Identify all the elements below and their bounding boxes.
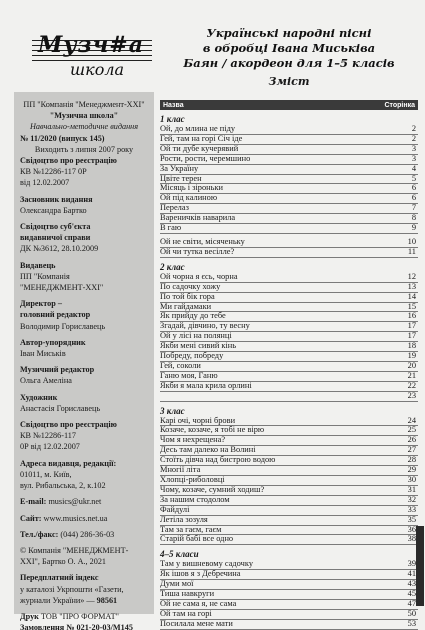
artist-name: Анастасія Гориславець — [20, 403, 101, 413]
address-line-1: 01011, м. Київ, — [20, 469, 72, 479]
author-name: Іван Миськів — [20, 349, 66, 359]
toc-entry-page: 50 — [407, 608, 416, 618]
toc-entry-title: Ганю моя, Ганю — [160, 370, 218, 380]
toc-entry-title: Летіла зозуля — [160, 514, 208, 524]
toc-entry-page: 16 — [407, 311, 416, 321]
subject-title-2: видавничої справи — [20, 233, 91, 243]
toc-entry-page: 23 — [407, 390, 416, 400]
toc-entry[interactable] — [160, 620, 418, 630]
toc-entry-page: 10 — [407, 236, 416, 246]
toc-entry-page: 9 — [411, 223, 416, 233]
toc-entry-page: 2 — [411, 124, 416, 133]
toc-entry-title: Посилала мене мати — [160, 618, 233, 628]
toc-entry-title: Гей, там на горі Січ іде — [160, 133, 243, 143]
artist-title: Художник — [20, 392, 58, 402]
toc-entry-title: Ой чорна я єсь, чорна — [160, 271, 238, 281]
edge-tab — [416, 526, 424, 606]
toc-entry-page: 33 — [407, 504, 416, 514]
toc-entry-title: Там у вишневому садочку — [160, 559, 254, 569]
toc-entry-title: Гей, соколи — [160, 360, 201, 370]
toc-entry-title: Як прийду до тебе — [160, 311, 226, 321]
toc-header — [160, 100, 418, 110]
publisher-name-1: ПП "Компанія — [20, 271, 70, 281]
toc-entry-page: 11 — [407, 246, 416, 256]
edition-kind: Навчально-методичне видання — [29, 122, 139, 132]
toc-entry-page: 36 — [407, 524, 416, 534]
music-editor-name: Ольга Амеліна — [20, 376, 72, 386]
toc-entry-title: Там за гаєм, гаєм — [160, 524, 222, 534]
toc-entry[interactable] — [160, 570, 418, 580]
toc-entry-title: Карі очі, чорні брови — [160, 415, 236, 425]
toc-entry-page: 24 — [407, 415, 416, 425]
toc-entry-page: 22 — [407, 380, 416, 390]
section-title: 2 клас — [160, 261, 185, 272]
cert-number: КВ №12286-117 0Р — [20, 167, 87, 177]
section-title: 1 клас — [160, 114, 185, 124]
toc-entry-title: Стоїть дівча над бистрою водою — [160, 455, 276, 465]
site-link[interactable]: www.musics.net.ua — [43, 513, 108, 523]
toc-entry-page: 6 — [411, 183, 416, 193]
toc-entry-title: Ой у лісі на полянці — [160, 331, 232, 341]
toc-entry[interactable] — [160, 224, 418, 234]
logo-subtitle: школа — [70, 60, 125, 79]
toc-section — [160, 406, 418, 546]
cert2-date: 0Р від 12.02.2007 — [20, 442, 80, 452]
toc-entry-page: 27 — [407, 445, 416, 455]
toc-entry-title: Тиша навкруги — [160, 589, 215, 599]
toc-entry-page: 17 — [407, 331, 416, 341]
left-column — [14, 26, 154, 630]
table-of-contents — [160, 100, 418, 630]
toc-entry-title: Хлопці-риболовці — [160, 475, 225, 484]
toc-entry-title: Перелаз — [160, 203, 189, 213]
toc-entry-page: 21 — [407, 370, 416, 380]
toc-entry-page: 2 — [411, 133, 416, 143]
toc-entry-title: Ой, до млина не піду — [160, 124, 236, 133]
founder-name: Олександра Бартко — [20, 205, 87, 215]
header-line-2: в обробці Івана Миськіва — [202, 41, 376, 55]
subject-number: ДК №3612, 28.10.2009 — [20, 244, 99, 254]
cert-title: Свідоцтво про реєстрацію — [20, 156, 117, 166]
toc-entry-title: Старій бабі все одно — [160, 534, 234, 544]
toc-entry[interactable] — [160, 248, 418, 258]
toc-entry-title: Якби я мала крила орлині — [160, 380, 252, 390]
tel-row: Тел./факс: (044) 286-36-03 — [20, 529, 115, 539]
founder-title: Засновник видання — [20, 194, 93, 204]
director-title-2: головний редактор — [20, 310, 91, 320]
toc-entry-page: 15 — [407, 301, 416, 311]
toc-entry-page: 3 — [411, 153, 416, 163]
toc-entry-page: 3 — [411, 143, 416, 153]
toc-entry-page: 38 — [407, 534, 416, 544]
toc-entry-title: По садочку хожу — [160, 281, 221, 291]
toc-entry-title: Многії літа — [160, 465, 201, 475]
toc-entry-title: Ой під калиною — [160, 193, 218, 203]
toc-entry-title: Козаче, козаче, я тобі не вірю — [160, 425, 265, 435]
toc-entry-title: Місяць і зіроньки — [160, 183, 224, 193]
toc-section — [160, 549, 418, 629]
toc-entry-title: Ой там на горі — [160, 608, 212, 618]
toc-entry-page: 8 — [411, 213, 416, 223]
toc-entry[interactable] — [160, 194, 418, 204]
toc-entry[interactable] — [160, 535, 418, 545]
logo-word: Музч#а — [38, 32, 144, 58]
toc-entry-title: Як ішов я з Дебречина — [160, 569, 241, 579]
toc-entry-page: 32 — [407, 494, 416, 504]
toc-entry-page: 47 — [407, 598, 416, 608]
toc-entry-title: Побреду, побреду — [160, 351, 224, 361]
toc-entry-page: 26 — [407, 435, 416, 445]
issue-number: № 11/2020 (випуск 145) — [20, 133, 105, 143]
toc-entry[interactable] — [160, 382, 418, 392]
copyright-2: ХХІ", Бартко О. А., 2021 — [20, 557, 107, 567]
email-row: E-mail: musics@ukr.net — [20, 497, 102, 507]
cert2-number: КВ №12286-117 — [20, 431, 76, 441]
toc-entry-title: В гаю — [160, 223, 182, 233]
toc-entry-page: 35 — [407, 514, 416, 524]
address-title: Адреса видавця, редакції: — [20, 458, 117, 468]
print-row: Друк ТОВ "ПРО ФОРМАТ" — [20, 611, 119, 621]
since-line: Виходить з липня 2007 року — [34, 144, 134, 154]
toc-entry-title: Ой чи тутка весілле? — [160, 246, 235, 256]
toc-section — [160, 262, 418, 402]
toc-entry-page: 7 — [411, 203, 416, 213]
subscription-line-1: у каталозі Укрпошти «Газети, — [20, 584, 124, 594]
header-line-1: Українські народні пісні — [206, 26, 372, 40]
toc-entry-title: Думи мої — [160, 579, 194, 589]
toc-entry-title: Файдулі — [160, 504, 190, 514]
toc-entry-page: 25 — [407, 425, 416, 435]
toc-entry-page: 6 — [411, 193, 416, 203]
music-editor-title: Музичний редактор — [20, 365, 95, 375]
section-title: 3 клас — [160, 405, 185, 416]
toc-entry-page: 30 — [407, 475, 416, 484]
toc-entry-title: За нашим стодолом — [160, 494, 230, 504]
toc-entry-page: 39 — [407, 559, 416, 569]
toc-entry-title: Згадай, дівчино, ту весну — [160, 321, 250, 331]
toc-entry-page: 41 — [407, 569, 416, 579]
toc-entry-page: 45 — [407, 589, 416, 599]
toc-entry[interactable] — [160, 155, 418, 165]
toc-entry-title: Вареничків наварила — [160, 213, 236, 223]
contents-title: Зміст — [268, 75, 310, 88]
toc-entry-page: 19 — [407, 351, 416, 361]
toc-entry-title: Чому, козаче, сумний ходиш? — [160, 484, 265, 494]
toc-entry-page: 17 — [407, 321, 416, 331]
logo — [32, 26, 152, 86]
toc-entry-title: Ми гайдамаки — [160, 301, 212, 311]
toc-entry-page: 31 — [407, 484, 416, 494]
copyright-1: © Компанія "МЕНЕДЖМЕНТ- — [20, 545, 129, 555]
order-row: Замовлення № 021-20-03/М145 — [20, 623, 133, 630]
subscription-line-2: журнали України» — 98561 — [20, 595, 118, 605]
toc-entry-page: 4 — [411, 163, 416, 173]
toc-entry-page: 18 — [407, 341, 416, 351]
toc-entry-title: Якби мені сивий кінь — [160, 341, 237, 351]
imprint-panel — [14, 92, 154, 630]
toc-entry-title: Ой не сама я, не сама — [160, 598, 237, 608]
toc-entry-page: 20 — [407, 360, 416, 370]
publisher-name-2: "МЕНЕДЖМЕНТ-ХХІ" — [20, 283, 104, 293]
toc-entry[interactable] — [160, 496, 418, 506]
toc-entry-page: 29 — [407, 465, 416, 475]
toc-header-page: Сторінка — [384, 101, 415, 109]
director-title-1: Директор – — [20, 299, 62, 309]
right-column — [160, 26, 418, 626]
toc-entry-title: Рости, рости, черемшино — [160, 153, 251, 163]
publisher-line: ПП "Компанія "Менеджмент-ХХІ" — [23, 100, 145, 109]
email-link[interactable]: musics@ukr.net — [48, 497, 102, 507]
site-row: Сайт: www.musics.net.ua — [20, 513, 108, 523]
toc-entry-page: 14 — [407, 291, 416, 301]
toc-entry[interactable] — [160, 392, 418, 402]
section-title: 4–5 класи — [160, 549, 199, 560]
subscription-title: Передплатний індекс — [20, 573, 99, 583]
toc-entry-title: По той бік гора — [160, 291, 215, 301]
toc-entry-title: Десь там далеко на Волині — [160, 445, 256, 455]
series-name: "Музична школа" — [49, 111, 119, 121]
toc-entry-page: 13 — [407, 281, 416, 291]
toc-entry-title: Цвіте терен — [160, 173, 202, 183]
director-name: Володимир Гориславець — [20, 321, 106, 331]
subject-title-1: Свідоцтво суб'єкта — [20, 222, 91, 232]
toc-entry-title: Ой ти дубе кучерявий — [160, 143, 239, 153]
toc-section — [160, 114, 418, 258]
toc-entry-page: 28 — [407, 455, 416, 465]
publisher-title: Видавець — [20, 260, 56, 270]
toc-entry-page: 53 — [407, 618, 416, 628]
toc-header-name: Назва — [163, 101, 184, 109]
toc-entry-title: За Україну — [160, 163, 199, 173]
toc-entry[interactable] — [160, 214, 418, 224]
address-line-2: вул. Рибальська, 2, к.102 — [20, 481, 106, 491]
toc-entry-page: 43 — [407, 579, 416, 589]
toc-entry-page: 12 — [407, 271, 416, 281]
header-line-3: Баян / акордеон для 1–5 класів — [183, 56, 395, 70]
author-title: Автор-упорядник — [20, 337, 86, 347]
cert-date: від 12.02.2007 — [20, 178, 70, 188]
toc-entry-title: Ой не світи, місяченьку — [160, 236, 245, 246]
cert2-title: Свідоцтво про реєстрацію — [20, 420, 117, 430]
toc-entry-page: 5 — [411, 173, 416, 183]
toc-entry[interactable] — [160, 293, 418, 303]
toc-entry-title: Чом я нехрещена? — [160, 435, 226, 445]
